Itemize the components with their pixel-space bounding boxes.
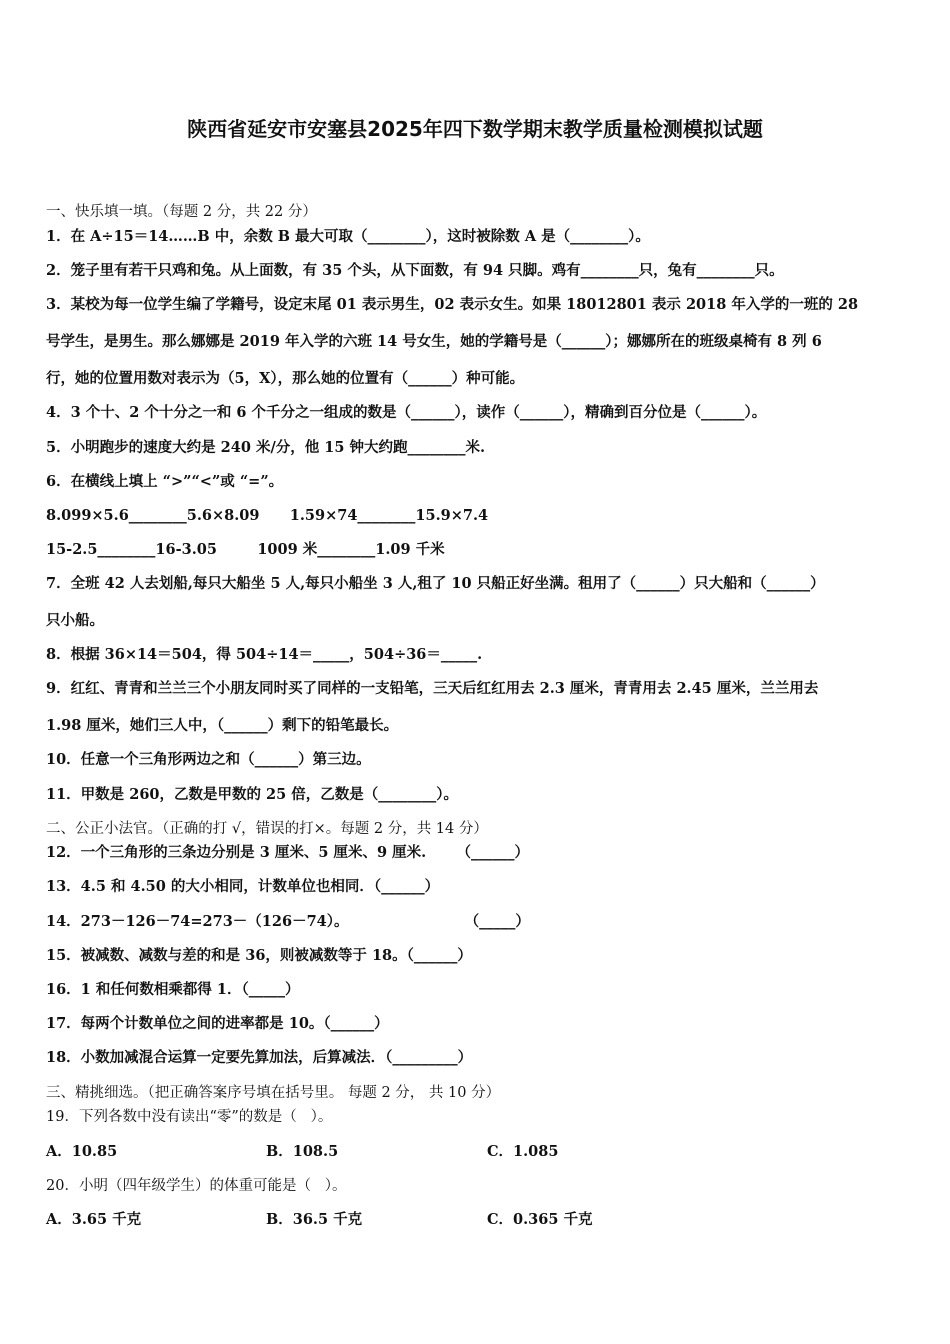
question-6-row-2: 15-2.5________16-3.05 1009 米________1.09 千米 (46, 541, 445, 558)
question-4: 4．3 个十、2 个十分之一和 6 个千分之一组成的数是（______），读作（______），精确到百分位是（______）。 (46, 404, 767, 421)
q19-option-b: B．108.5 (266, 1143, 339, 1160)
question-3-line-1: 3．某校为每一位学生编了学籍号，设定末尾 01 表示男生，02 表示女生。如果 18012801 表示 2018 年入学的一班的 28 (46, 296, 859, 313)
question-19: 19．下列各数中没有读出“零”的数是（ ）。 (46, 1109, 333, 1125)
section-heading-2: 二、公正小法官。（正确的打 √，错误的打×。每题 2 分，共 14 分） (46, 821, 488, 837)
section-heading-1: 一、快乐填一填。（每题 2 分，共 22 分） (46, 204, 317, 220)
q19-option-a: A．10.85 (46, 1143, 118, 1160)
q20-option-b: B．36.5 千克 (266, 1211, 363, 1228)
question-14: 14．273－126－74=273－（126－74）。 （_____） (46, 913, 530, 930)
question-5: 5．小明跑步的速度大约是 240 米/分，他 15 钟大约跑________米. (46, 439, 486, 456)
question-12: 12．一个三角形的三条边分别是 3 厘米、5 厘米、9 厘米. （______） (46, 844, 529, 861)
question-2: 2．笼子里有若干只鸡和兔。从上面数，有 35 个头，从下面数，有 94 只脚。鸡有________只，兔有________只。 (46, 262, 784, 279)
question-7-line-2: 只小船。 (46, 612, 104, 629)
question-10: 10．任意一个三角形两边之和（______）第三边。 (46, 751, 371, 768)
q20-option-c: C．0.365 千克 (487, 1211, 593, 1228)
question-13: 13．4.5 和 4.50 的大小相同，计数单位也相同．（______） (46, 878, 440, 895)
question-9-line-1: 9．红红、青青和兰兰三个小朋友同时买了同样的一支铅笔，三天后红红用去 2.3 厘米，青青用去 2.45 厘米，兰兰用去 (46, 680, 819, 697)
question-16: 16．1 和任何数相乘都得 1．（_____） (46, 981, 300, 998)
question-6: 6．在横线上填上 “>”“<”或 “=”。 (46, 473, 284, 490)
question-3-line-3: 行，她的位置用数对表示为（5，X），那么她的位置有（______）种可能。 (46, 370, 525, 387)
question-7-line-1: 7．全班 42 人去划船,每只大船坐 5 人,每只小船坐 3 人,租了 10 只船正好坐满。租用了（______）只大船和（______） (46, 575, 825, 592)
question-20: 20．小明（四年级学生）的体重可能是（ ）。 (46, 1178, 347, 1194)
question-15: 15．被减数、减数与差的和是 36，则被减数等于 18。（______） (46, 947, 472, 964)
question-18: 18．小数加减混合运算一定要先算加法，后算减法．（_________） (46, 1049, 473, 1066)
page-title: 陕西省延安市安塞县2025年四下数学期末教学质量检测模拟试题 (187, 117, 763, 141)
section-heading-3: 三、精挑细选。（把正确答案序号填在括号里。 每题 2 分， 共 10 分） (46, 1085, 501, 1101)
q19-option-c: C．1.085 (487, 1143, 559, 1160)
question-6-row-1: 8.099×5.6________5.6×8.09 1.59×74________15.9×7.4 (46, 507, 489, 524)
question-17: 17．每两个计数单位之间的进率都是 10。（______） (46, 1015, 389, 1032)
q20-option-a: A．3.65 千克 (46, 1211, 142, 1228)
question-3-line-2: 号学生，是男生。那么娜娜是 2019 年入学的六班 14 号女生，她的学籍号是（______）；娜娜所在的班级桌椅有 8 列 6 (46, 333, 822, 350)
question-11: 11．甲数是 260，乙数是甲数的 25 倍，乙数是（________）。 (46, 786, 459, 803)
question-9-line-2: 1.98 厘米，她们三人中，（______）剩下的铅笔最长。 (46, 717, 399, 734)
question-8: 8．根据 36×14＝504，得 504÷14＝_____，504÷36＝_____. (46, 646, 483, 663)
question-1: 1．在 A÷15＝14……B 中，余数 B 最大可取（________），这时被除数 A 是（________）。 (46, 228, 650, 245)
